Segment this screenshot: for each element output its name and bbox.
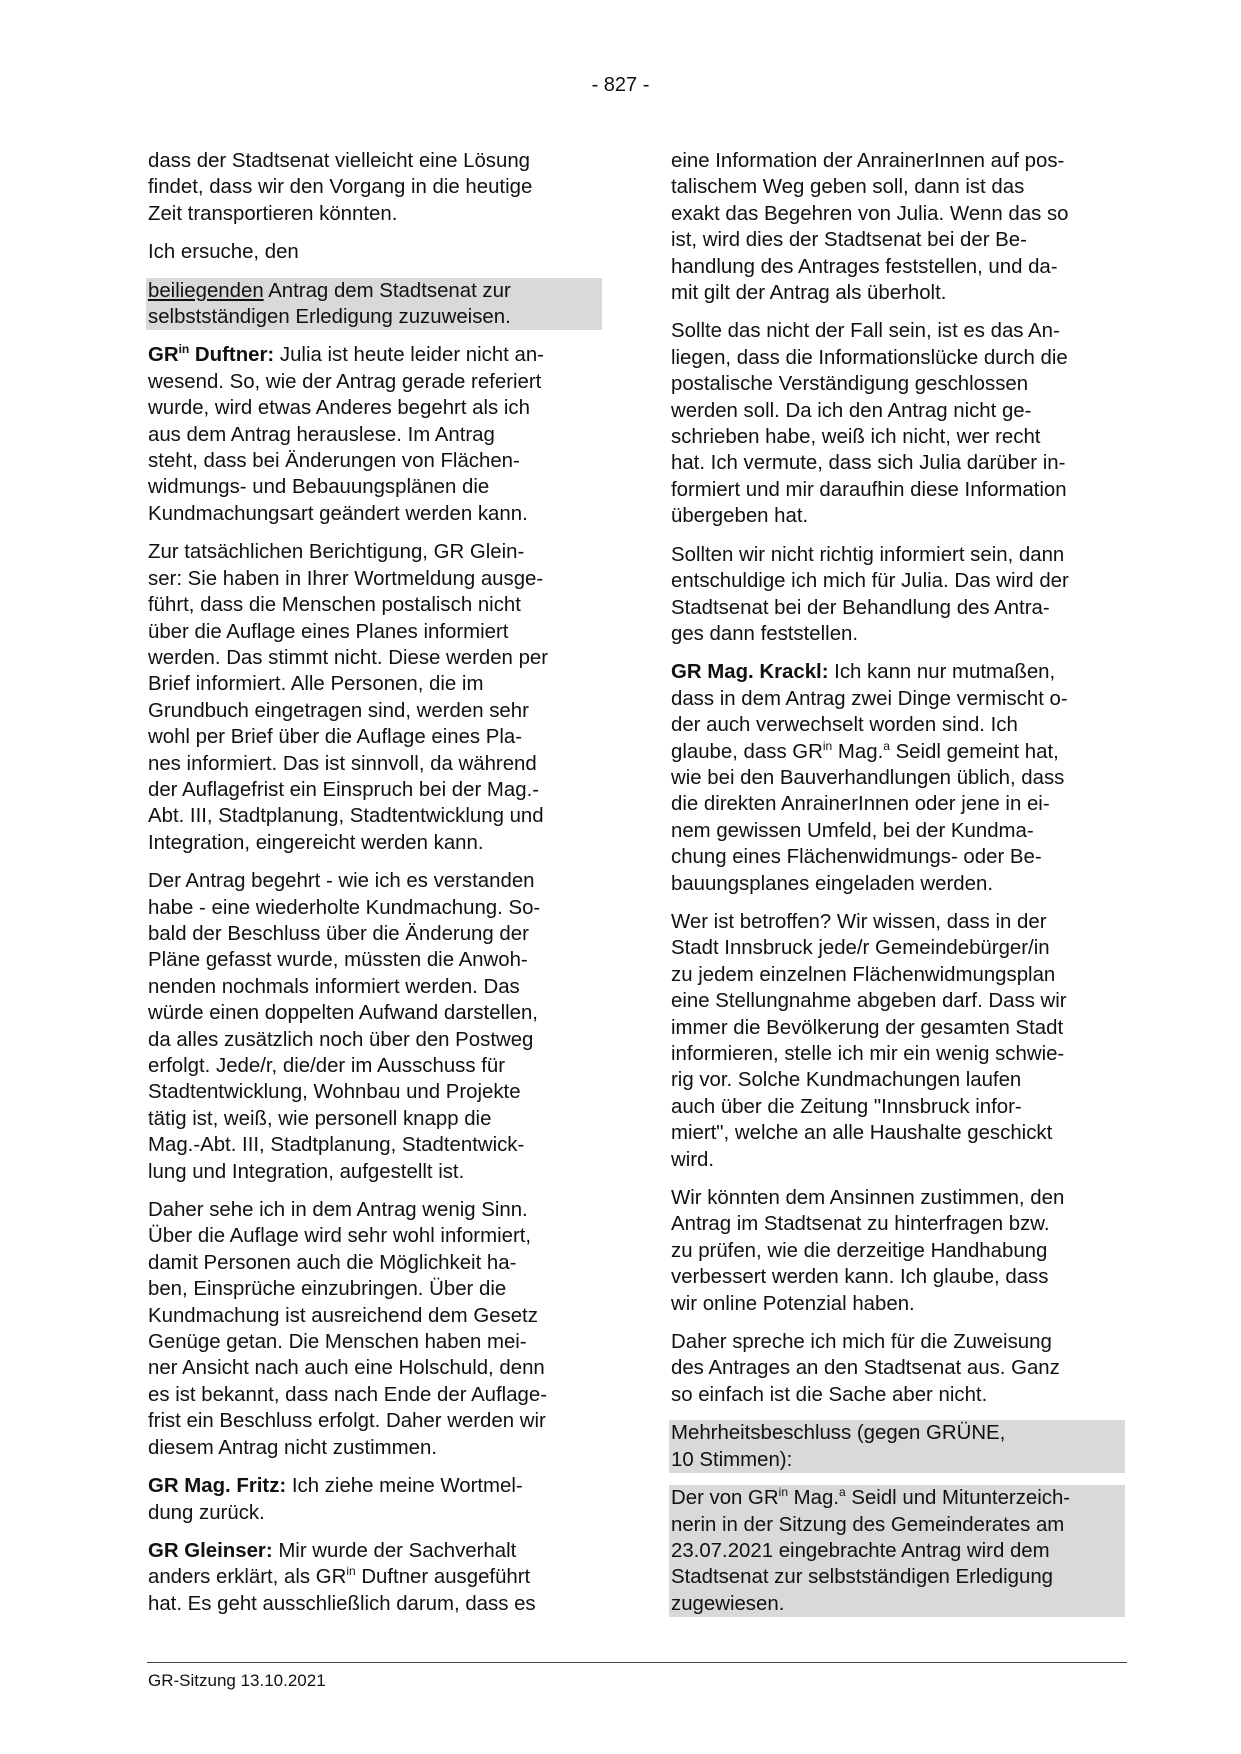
paragraph: Zur tatsächlichen Berichtigung, GR Glein- ser: Sie haben in Ihrer Wortmeldung ausge- führt, dass die Menschen postalisch nicht über die Auflage eines Planes informiert werden. Das stimmt nicht. Diese werden per Brief informiert. Alle Personen, die im Grundbuch eingetragen sind, werden sehr wohl per Brief über die Auflage eines Pla- nes informiert. Das ist sinnvoll, da während der Auflagefrist ein Einspruch bei der Mag.- Abt. III, Stadtplanung, Stadtentwicklung und Integration, eingereicht werden kann. — [148, 541, 549, 854]
paragraph: Sollten wir nicht richtig informiert sein, dann entschuldige ich mich für Julia. Das wird der Stadtsenat bei der Behandlung des Antra- ges dann feststellen. — [671, 543, 1069, 645]
paragraph: Sollte das nicht der Fall sein, ist es das An- liegen, dass die Informationslücke durch die postalische Verständigung geschlossen werden soll. Da ich den Antrag nicht ge- schrieben habe, weiß ich nicht, wer recht hat. Ich vermute, dass sich Julia darüber in- formiert und mir daraufhin diese Information übergeben hat. — [671, 320, 1068, 528]
footer-divider — [147, 1662, 1127, 1663]
speech-gleinser: GR Gleinser: Mir wurde der Sachverhalt anders erklärt, als $GR^{in}$ Duftner ausgeführt hat. Es geht ausschließlich darum, dass es — [148, 1539, 536, 1615]
right-column — [671, 148, 1125, 1629]
speech-duftner — [148, 342, 602, 527]
speech-krackl: GR Mag. Krackl: Ich kann nur mutmaßen, dass in dem Antrag zwei Dinge vermischt o- der auch verwechselt worden sind. Ich glaube, dass $GR^{in}$ Mag.$^a$ Seidl gemeint hat, wie bei den Bauverhandlungen üblich, dass die direkten AnrainerInnen oder jene in ei- nem gewissen Umfeld, bei der Kundma- chung eines Flächenwidmungs- oder Be- bauungsplanes eingeladen werden. — [671, 661, 1068, 895]
speech-text: Julia ist heute leider nicht an- wesend. So, wie der Antrag gerade referiert wurde, wird etwas Anderes begehrt als ich aus dem Antrag herauslese. Im Antrag steht, dass bei Änderungen von Flächen- widmungs- und Bebauungsplänen die Kundmachungsart geändert werden kann. — [148, 344, 544, 525]
speech-text: Ich ziehe meine Wortmel- dung zurück. — [148, 1475, 523, 1524]
speech-text: Mir wurde der Sachverhalt anders erklärt, als GR — [148, 1539, 517, 1589]
speech-text: Duftner ausgeführt hat. Es geht ausschließlich darum, dass es — [148, 1566, 536, 1615]
paragraph: Wir könnten dem Ansinnen zustimmen, den Antrag im Stadtsenat zu hinterfragen bzw. zu prüfen, wie die derzeitige Handhabung verbessert werden kann. Ich glaube, dass wir online Potenzial haben. — [671, 1187, 1065, 1315]
speech-fritz — [148, 1473, 602, 1526]
resolution-text: Der von $GR^{in}$ Mag.$^a$ Seidl und Mitunterzeich- nerin in der Sitzung des Gemeinderates am 23.07.2021 eingebrachte Antrag wird dem Stadtsenat zur selbstständigen Erledigung zugewiesen. — [669, 1485, 1125, 1617]
footer-session-date: GR-Sitzung 13.10.2021 — [148, 1671, 326, 1690]
motion-underlined-word: beiliegenden — [148, 279, 264, 302]
paragraph: eine Information der AnrainerInnen auf pos- talischem Weg geben soll, dann ist das exakt das Begehren von Julia. Wenn das so ist, wird dies der Stadtsenat bei der Be- handlung des Antrages feststellen, und da- mit gilt der Antrag als überholt. — [671, 150, 1069, 305]
paragraph: dass der Stadtsenat vielleicht eine Lösung findet, dass wir den Vorgang in die heutige Zeit transportieren könnten. — [148, 150, 533, 225]
speaker-label: GR Mag. Fritz: — [148, 1475, 287, 1498]
resolution-title: Mehrheitsbeschluss (gegen GRÜNE, 10 Stimmen): — [669, 1420, 1125, 1473]
paragraph: Daher sehe ich in dem Antrag wenig Sinn. Über die Auflage wird sehr wohl informiert, damit Personen auch die Möglichkeit ha- ben, Einsprüche einzubringen. Über die Kundmachung ist ausreichend dem Gesetz Genüge getan. Die Menschen haben mei- ner Ansicht nach auch eine Holschuld, denn es ist bekannt, dass nach Ende der Auflage- frist ein Beschluss erfolgt. Daher werden wir diesem Antrag nicht zustimmen. — [148, 1199, 548, 1459]
paragraph: Der Antrag begehrt - wie ich es verstanden habe - eine wiederholte Kundmachung. So- bald der Beschluss über die Änderung der Pläne gefasst wurde, müssten die Anwoh- nenden nochmals informiert werden. Das würde einen doppelten Aufwand darstellen, da alles zusätzlich noch über den Postweg erfolgt. Jede/r, die/der im Ausschuss für Stadtentwicklung, Wohnbau und Projekte tätig ist, weiß, wie personell knapp die Mag.-Abt. III, Stadtplanung, Stadtentwick- lung und Integration, aufgestellt ist. — [148, 870, 541, 1183]
speech-text: Ich kann nur mutmaßen, dass in dem Antrag zwei Dinge vermischt o- der auch verwechselt worden sind. Ich glaube, dass GR — [671, 661, 1068, 763]
motion-request — [146, 278, 602, 331]
page-number: - 827 - — [591, 74, 650, 96]
speaker-label: GR Mag. Krackl: — [671, 661, 829, 684]
speaker-label: $GR^{in}$ Duftner: — [148, 342, 275, 367]
paragraph: Daher spreche ich mich für die Zuweisung des Antrages an den Stadtsenat aus. Ganz so einfach ist die Sache aber nicht. — [671, 1331, 1060, 1406]
paragraph: Wer ist betroffen? Wir wissen, dass in der Stadt Innsbruck jede/r Gemeindebürger/in zu jedem einzelnen Flächenwidmungsplan eine Stellungnahme abgeben darf. Dass wir immer die Bevölkerung der gesamten Stadt informieren, stelle ich mir ein wenig schwie- rig vor. Solche Kundmachungen laufen auch über die Zeitung "Innsbruck infor- miert", welche an alle Haushalte geschickt wird. — [671, 910, 1067, 1171]
left-column — [148, 148, 602, 1629]
paragraph: Ich ersuche, den — [148, 241, 299, 264]
motion-text: Antrag dem Stadtsenat zur selbstständigen Erledigung zuzuweisen. — [148, 279, 511, 329]
speaker-label: GR Gleinser: — [148, 1539, 273, 1562]
